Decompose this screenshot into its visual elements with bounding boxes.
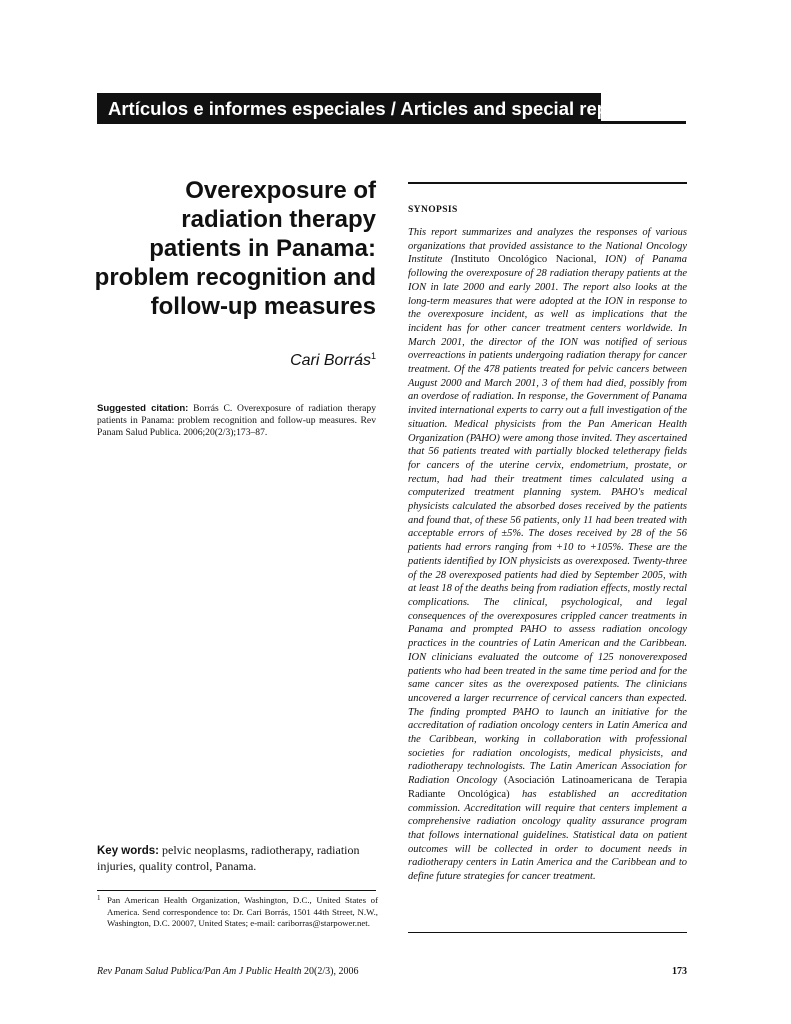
synopsis-part: has established an accreditation commission. Accreditation will require that centers implement a comprehensive radiation oncology quality assurance program that follows international guidelines. Statistical data on patient outcomes will be collected in order to document needs in radiotherapy centers in Latin America and the Caribbean and to define future strategies for cancer treatment.: [408, 788, 687, 883]
suggested-citation: [97, 403, 376, 439]
synopsis-bottom-rule: [408, 932, 687, 933]
title-line: Overexposure of: [185, 177, 376, 204]
synopsis-top-rule: [408, 182, 687, 184]
synopsis-upright: (Asociación Latinoamericana de Terapia Radiante Oncológica): [408, 775, 687, 800]
journal-issue: 20(2/3), 2006: [301, 966, 359, 977]
footnote-number: 1: [97, 894, 101, 902]
title-line: radiation therapy: [181, 206, 376, 233]
author-text: Cari Borrás: [290, 352, 371, 369]
keywords-text: pelvic neoplasms, radiotherapy, radiation injuries, quality control, Panama.: [97, 843, 360, 873]
synopsis-body: [408, 226, 687, 884]
author-footnote-mark: 1: [370, 351, 376, 361]
synopsis-part: This report summarizes and analyzes the responses of various organizations that provided assistance to the National Oncology Institute (: [408, 227, 687, 266]
footnote-text: Pan American Health Organization, Washington, D.C., United States of America. Send correspondence to: Dr. Cari Borrás, 1501 44th Street, N.W., Washington, D.C. 20007, United States; e-mail: cariborras@starpower.net.: [107, 895, 378, 928]
author-name: [200, 351, 376, 370]
synopsis-part: ION) of Panama following the overexposure of 28 radiation therapy patients at the ION in late 2000 and early 2001. The report also looks at the long-term measures that were adopted at the ION in response to the overexposure incident, as well as implications that the incident has for other cancer treatment centers worldwide. In March 2001, the director of the ION was notified of serious overreactions in patients undergoing radiation therapy for cancer treatment. Of the 478 patients treated for pelvic cancers between August 2000 and March 2001, 3 of them had died, possibly from an overdose of radiation. In response, the Government of Panama invited international experts to carry out a full investigation of the situation. Medical physicists from the Pan American Health Organization (PAHO) were among those invited. They ascertained that 56 patients treated with partially blocked teletherapy fields for cancers of the uterine cervix, endometrium, prostate, or rectum, had had their treatment times calculated using a computerized treatment planning system. PAHO's medical physicists calculated the absorbed doses received by the patients and found that, of these 56 patients, only 11 had been treated with acceptable errors of ±5%. The doses received by 28 of the 56 patients had errors ranging from +10 to +105%. These are the patients identified by ION physicists as overexposed. Twenty-three of the 28 overexposed patients had died by September 2005, with at least 18 of the deaths being from radiation effects, mostly rectal complications. The clinical, psychological, and legal consequences of the overexposures crippled cancer treatments in Panama and prompted PAHO to assess radiation oncology practices in the countries of Latin American and the Caribbean. ION clinicians evaluated the outcome of 125 nonoverexposed patients who had been treated in the same time period and for the same cancer sites as the overexposed patients. The clinicians uncovered a larger recurrence of cervical cancers than expected. The finding prompted PAHO to launch an initiative for the accreditation of radiation oncology centers in Latin America and the Caribbean, working in collaboration with professional societies for radiation oncologists, medical physicists, and radiotherapy technologists. The Latin American Association for Radiation Oncology: [408, 254, 687, 787]
keywords-label: Key words:: [97, 845, 159, 857]
synopsis-upright: Instituto Oncológico Nacional,: [454, 254, 597, 266]
section-banner: Artículos e informes especiales / Articles and special reports: [97, 93, 601, 124]
journal-name: Rev Panam Salud Publica/Pan Am J Public Health: [97, 966, 302, 977]
running-footer: [97, 966, 358, 977]
title-line: follow-up measures: [150, 293, 376, 320]
citation-text: Borrás C. Overexposure of radiation therapy patients in Panama: problem recognition and follow-up measures. Rev Panam Salud Publica. 2006;20(2/3);173–87.: [97, 403, 376, 438]
page-number: 173: [672, 966, 687, 977]
author-footnote: [97, 895, 378, 930]
footnote-rule: [97, 890, 376, 891]
title-line: patients in Panama:: [149, 235, 376, 262]
title-line: problem recognition and: [94, 264, 376, 291]
key-words: [97, 843, 378, 874]
synopsis-heading: SYNOPSIS: [408, 205, 458, 215]
citation-label: Suggested citation:: [97, 403, 189, 414]
article-title: [90, 176, 376, 321]
banner-rule: [97, 121, 686, 124]
